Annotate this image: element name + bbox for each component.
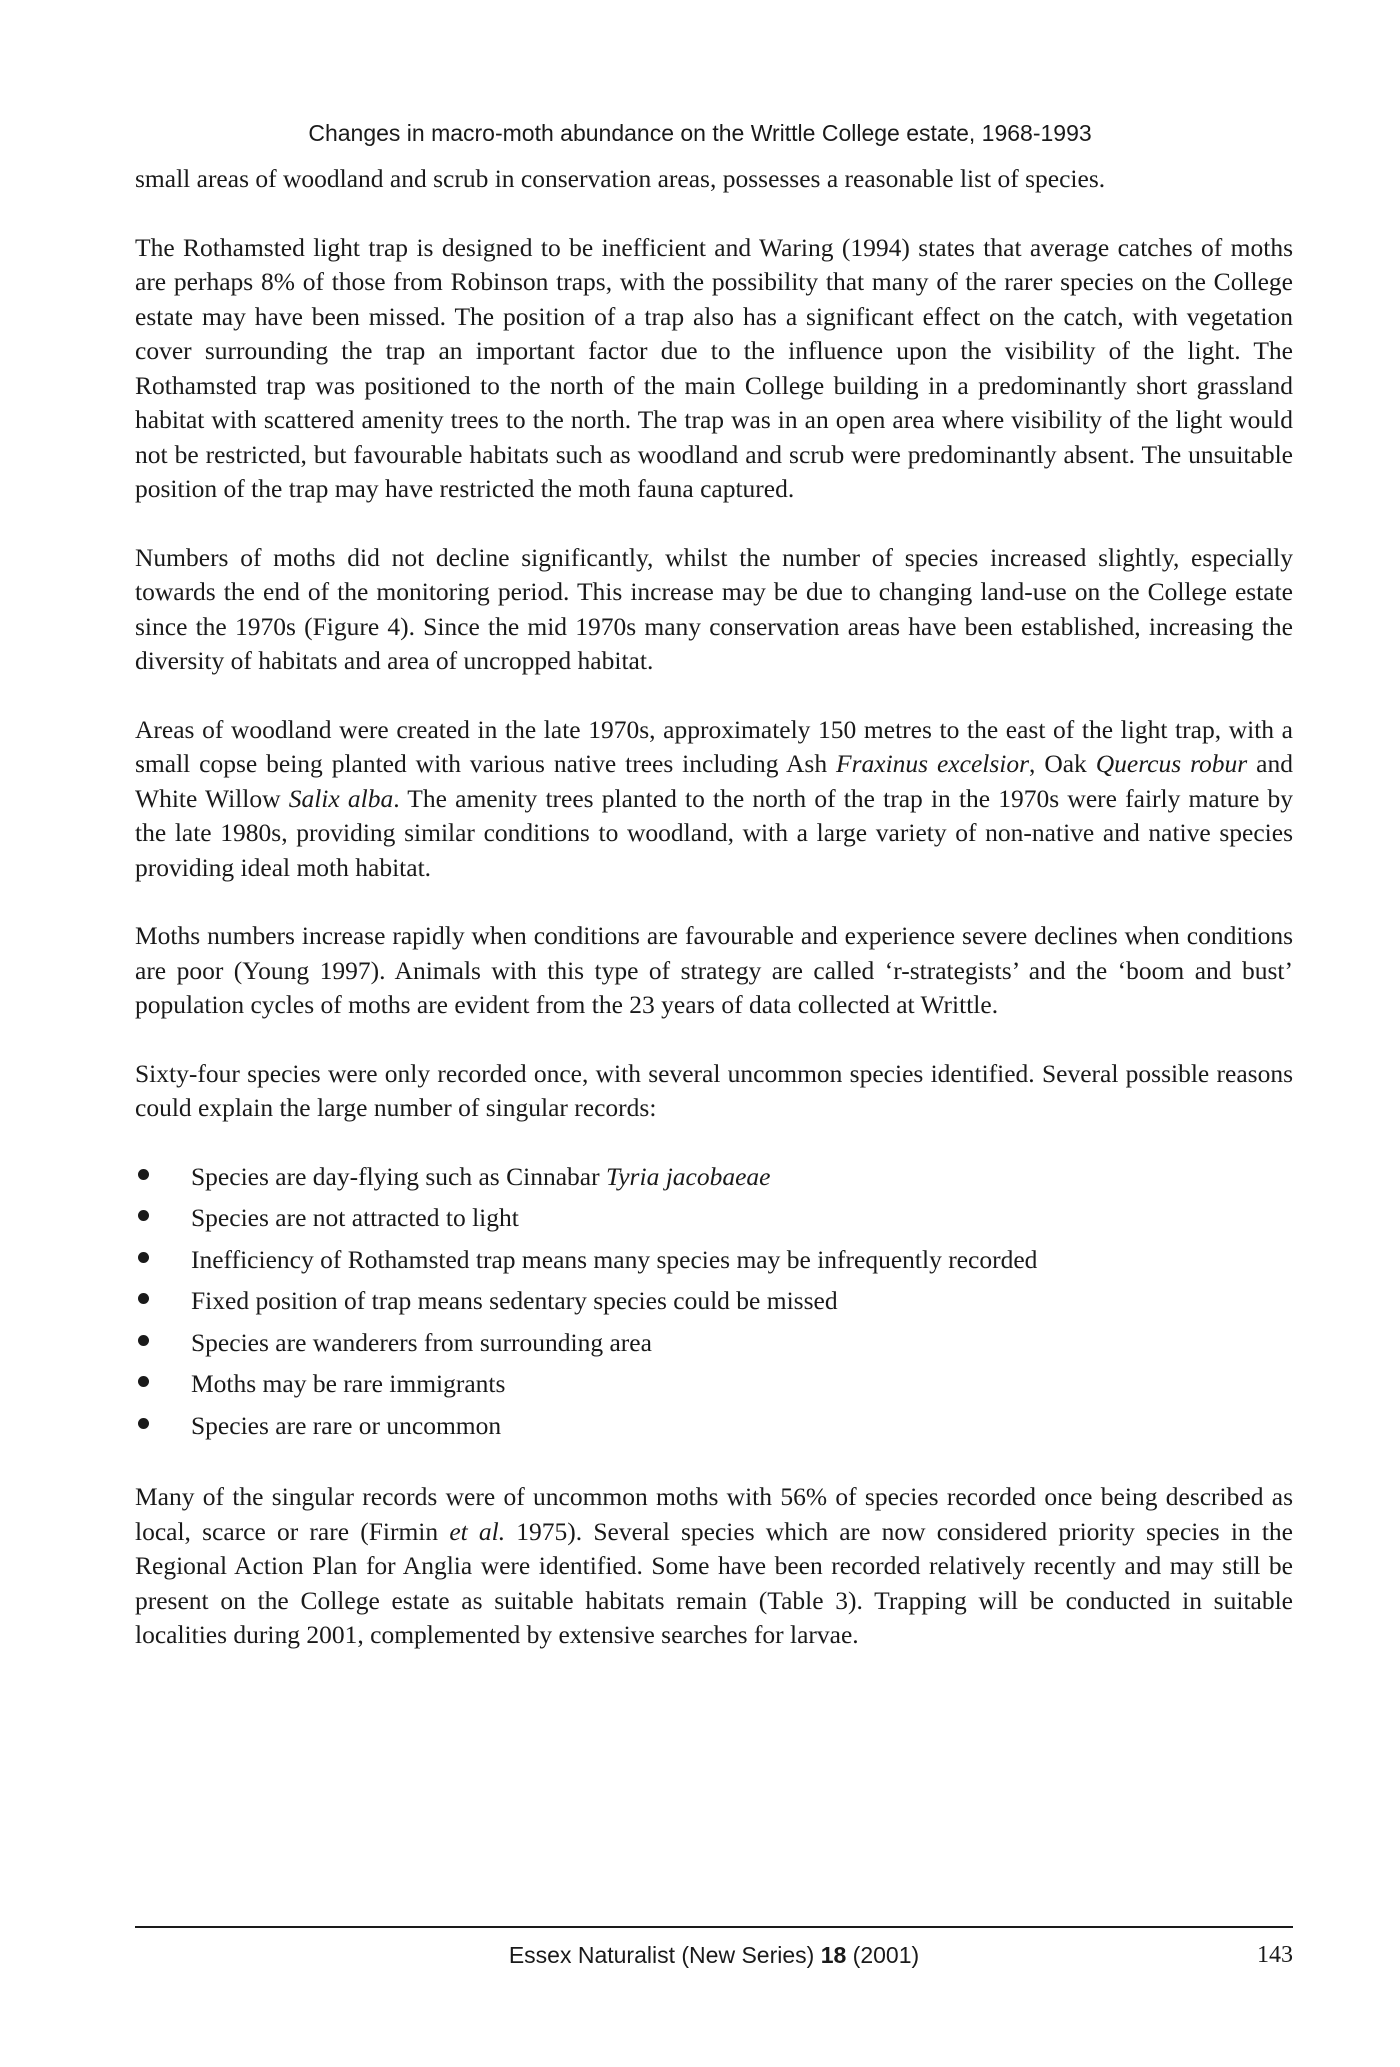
text-span: 1975). Several species which are now considered priority species in the Regional Action Plan for Anglia were identified. Some have been recorded relatively recently and may still be present on the College estate as suitable habitats remain (Table 3). Trapping will be conducted in suitable localities during 2001, complemented by extensive searches for larvae. [135, 1516, 1293, 1649]
list-item-text: Fixed position of trap means sedentary species could be missed [191, 1286, 838, 1315]
list-item [135, 1239, 1293, 1281]
bullet-icon [138, 1252, 149, 1263]
text-span: Many of the singular records were of uncommon moths with 56% of species recorded once being described as local, scarce or rare (Firmin [135, 1482, 1293, 1546]
list-item [135, 1197, 1293, 1239]
species-name: Quercus robur [1095, 749, 1248, 778]
journal-citation [135, 1942, 1293, 1969]
running-header: Changes in macro-moth abundance on the Writtle College estate, 1968-1993 [308, 120, 1092, 146]
page-footer [135, 1938, 1293, 1978]
bullet-icon [138, 1335, 149, 1346]
bullet-icon [138, 1376, 149, 1387]
journal-name: Essex Naturalist (New Series) [508, 1942, 821, 1968]
list-item [135, 1405, 1293, 1447]
species-name: Tyria jacobaeae [605, 1161, 771, 1191]
paragraph-continuation: small areas of woodland and scrub in conservation areas, possesses a reasonable list of species. [135, 164, 1106, 193]
journal-volume: 18 [820, 1942, 847, 1968]
list-item [135, 1280, 1293, 1322]
paragraph-species-increase: Numbers of moths did not decline significantly, whilst the number of species increased slightly, especially towards the end of the monitoring period. This increase may be due to changing land-use on the College estate since the 1970s (Figure 4). Since the mid 1970s many conservation areas have been established, increasing the diversity of habitats and area of uncropped habitat. [135, 542, 1293, 675]
list-item-text: Species are not attracted to light [191, 1203, 519, 1232]
page-number: 143 [1257, 1942, 1293, 1968]
text-span: Areas of woodland were created in the late 1970s, approximately 150 metres to the east of the light trap, with a small copse being planted with various native trees including Ash [135, 714, 1293, 778]
list-item-text: Species are wanderers from surrounding area [191, 1327, 652, 1357]
citation-italic: et al. [449, 1516, 506, 1546]
paragraph-woodland [135, 713, 1293, 886]
species-name: Fraxinus excelsior [836, 749, 1030, 778]
list-item [135, 1322, 1293, 1364]
list-item [135, 1156, 1293, 1198]
bullet-icon [138, 1210, 149, 1221]
paragraph-trap-efficiency: The Rothamsted light trap is designed to be inefficient and Waring (1994) states that average catches of moths are perhaps 8% of those from Robinson traps, with the possibility that many of the rarer species on the College estate may have been missed. The position of a trap also has a significant effect on the catch, with vegetation cover surrounding the trap an important factor due to the influence upon the visibility of the light. The Rothamsted trap was positioned to the north of the main College building in a predominantly short grassland habitat with scattered amenity trees to the north. The trap was in an open area where visibility of the light would not be restricted, but favourable habitats such as woodland and scrub were predominantly absent. The unsuitable position of the trap may have restricted the moth fauna captured. [135, 232, 1293, 503]
bullet-icon [138, 1169, 149, 1180]
reasons-list [135, 1156, 1293, 1447]
journal-year: (2001) [846, 1942, 920, 1968]
species-name: Salix alba [288, 783, 394, 813]
paragraph-singular-records: Sixty-four species were only recorded once, with several uncommon species identified. Several possible reasons could explain the large number of singular records: [135, 1058, 1293, 1122]
list-item-text: Species are rare or uncommon [191, 1410, 502, 1440]
footer-rule [135, 1926, 1293, 1928]
list-item-text: Species are day-flying such as Cinnabar [191, 1161, 606, 1191]
text-span: . The amenity trees planted to the north of the trap in the 1970s were fairly mature by the late 1980s, providing similar conditions to woodland, with a large variety of non-native and native species providing ideal moth habitat. [135, 783, 1294, 882]
body-text [135, 162, 1293, 1687]
paragraph-priority-species [135, 1480, 1293, 1653]
list-item-text: Moths may be rare immigrants [191, 1369, 506, 1398]
list-item [135, 1363, 1293, 1405]
list-item-text: Inefficiency of Rothamsted trap means many species may be infrequently recorded [191, 1244, 1038, 1274]
text-span: and White Willow [135, 749, 1293, 813]
bullet-icon [138, 1418, 149, 1429]
paragraph-boom-bust: Moths numbers increase rapidly when conditions are favourable and experience severe declines when conditions are poor (Young 1997). Animals with this type of strategy are called ‘r-strategists’ and the ‘boom and bust’ population cycles of moths are evident from the 23 years of data collected at Writtle. [135, 921, 1293, 1019]
text-span: , Oak [1029, 749, 1096, 778]
bullet-icon [138, 1293, 149, 1304]
